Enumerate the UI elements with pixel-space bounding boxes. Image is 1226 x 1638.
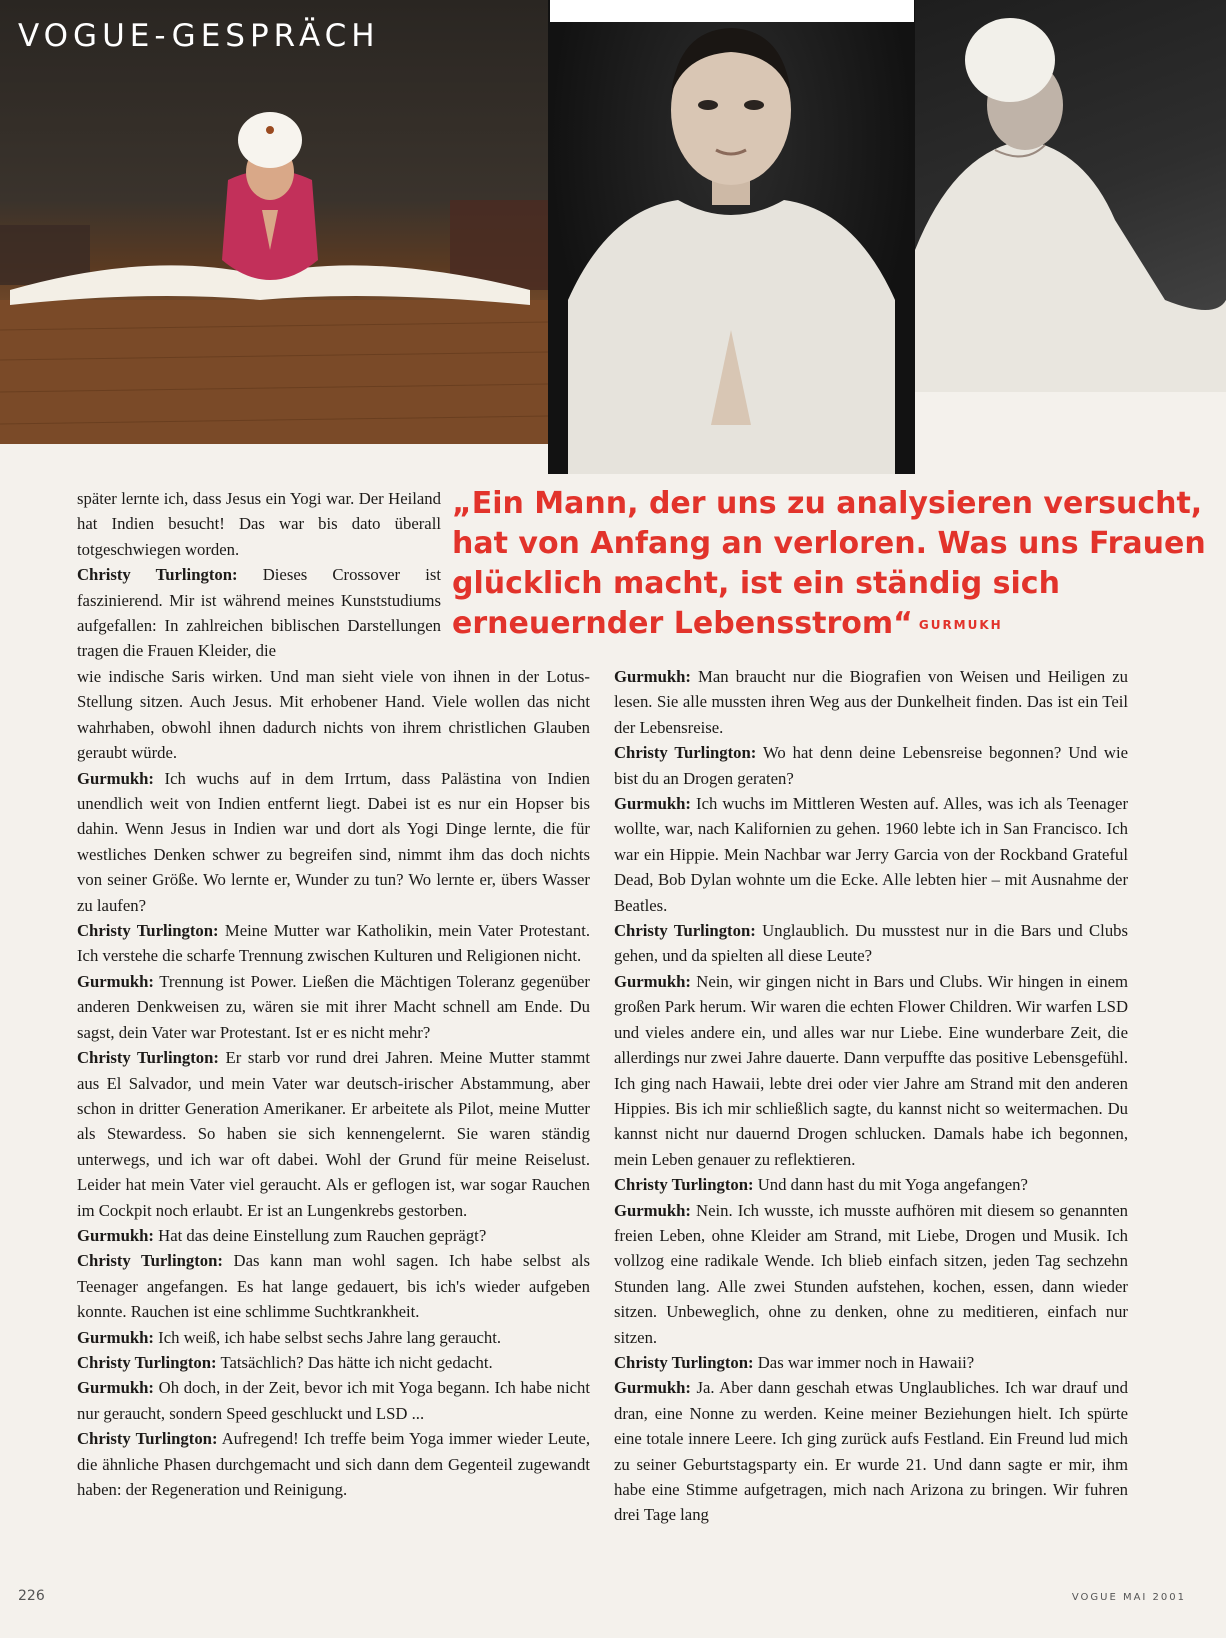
speaker-label: Christy Turlington: [77, 1251, 223, 1271]
paragraph-text: Und dann hast du mit Yoga angefangen? [757, 1175, 1028, 1195]
pull-quote [452, 484, 1222, 645]
paragraph [614, 1375, 1128, 1527]
paragraph-text: Das kann man wohl sagen. Ich habe selbst als Teenager angefangen. Es hat lange gedauert, bis ich's wieder aufgeben konnte. Rauchen ist eine schlimme Suchtkrankheit. [77, 1251, 590, 1322]
speaker-label: Gurmukh: [614, 794, 691, 814]
paragraph-text: Er starb vor rund drei Jahren. Meine Mutter stammt aus El Salvador, und mein Vater war deutsch-irischer Abstammung, aber schon in dritter Generation Amerikaner. Er arbeitete als Pilot, meine Mutter als Stewardess. So haben sie sich kennengelernt. Sie waren ständig unterwegs, und ich war oft dabei. Wohl der Grund für meine Reiselust. Leider hat mein Vater viel geraucht. Als er geflogen ist, war sogar Rauchen im Cockpit noch erlaubt. Er ist an Lungenkrebs gestorben. [77, 1048, 591, 1220]
paragraph [77, 969, 590, 1045]
speaker-label: Christy Turlington: [77, 1352, 217, 1372]
paragraph-text: Nein. Ich wusste, ich musste aufhören mit diesem so genannten freien Leben, ohne Kleider am Strand, mit Liebe, Drogen und Musik. Ich vollzog eine radikale Wende. Ich blieb einfach sitzen, jeden Tag sechzehn Stunden lang. Alle zwei Stunden aufstehen, kochen, essen, dann wieder sitzen. Unbeweglich, ohne zu denken, ohne zu meditieren, einfach nur sitzen. [614, 1200, 1129, 1347]
photo-right [915, 0, 1226, 392]
paragraph [77, 1223, 590, 1248]
photo-left [0, 0, 548, 444]
photo-margin-strip [550, 0, 914, 22]
paragraph [614, 1172, 1128, 1197]
photo-mid [548, 0, 915, 474]
paragraph-text: Meine Mutter war Katholikin, mein Vater Protestant. Ich verstehe die scharfe Trennung zwischen Kulturen und Religionen nicht. [77, 921, 591, 966]
photo-left-illustration [0, 0, 548, 444]
paragraph-text: wie indische Saris wirken. Und man sieht viele von ihnen in der Lotus-Stellung sitzen. Auch Jesus. Mit erhobener Hand. Viele wollen das nicht wahrhaben, obwohl ihnen dadurch nichts von ihrem christlichen Glauben geraubt würde. [77, 667, 590, 763]
speaker-label: Christy Turlington: [614, 1175, 754, 1195]
paragraph [614, 664, 1128, 740]
page-number: 226 [18, 1588, 45, 1604]
paragraph [77, 664, 590, 766]
section-kicker: VOGUE-GESPRÄCH [18, 18, 380, 54]
speaker-label: Christy Turlington: [77, 565, 238, 585]
paragraph-text: Ja. Aber dann geschah etwas Unglaubliches. Ich war drauf und dran, eine Nonne zu werden. Keine meiner Beziehungen hielt. Ich spürte eine totale innere Leere. Ich ging zurück aufs Festland. Ein Freund lud mich zu seiner Geburtstagsparty ein. Er wurde 21. Und dann sagte er mir, ihm habe eine Stimme aufgetragen, mich nach Arizona zu bringen. Wir fuhren drei Tage lang [614, 1378, 1128, 1525]
paragraph [614, 918, 1128, 969]
pull-quote-text: „Ein Mann, der uns zu analysieren versucht, hat von Anfang an verloren. Was uns Frauen glücklich macht, ist ein ständig sich erneuernder Lebensstrom“ [452, 486, 1206, 641]
speaker-label: Gurmukh: [614, 971, 691, 991]
paragraph-text: Ich weiß, ich habe selbst sechs Jahre lang geraucht. [158, 1327, 502, 1347]
paragraph [77, 766, 590, 918]
paragraph-text: Ich wuchs im Mittleren Westen auf. Alles, was ich als Teenager wollte, war, nach Kalifornien zu gehen. 1960 lebte ich in San Francisco. Ich war ein Hippie. Mein Nachbar war Jerry Garcia von der Rockband Grateful Dead, Bob Dylan wohnte um die Ecke. Alle lebten hier – mit Ausnahme der Beatles. [614, 794, 1129, 915]
paragraph [77, 1350, 590, 1375]
paragraph-text: Tatsächlich? Das hätte ich nicht gedacht. [220, 1352, 493, 1372]
paragraph-text: Trennung ist Power. Ließen die Mächtigen Toleranz gegenüber anderen Denkweisen zu, wären sie mit ihrer Macht schnell am Ende. Du sagst, dein Vater war Protestant. Ist er es nicht mehr? [77, 971, 590, 1042]
speaker-label: Gurmukh: [77, 768, 154, 788]
paragraph [614, 969, 1128, 1172]
pull-quote-attribution: GURMUKH [918, 617, 1003, 632]
speaker-label: Gurmukh: [614, 1200, 691, 1220]
paragraph [77, 918, 590, 969]
paragraph [77, 1375, 590, 1426]
speaker-label: Christy Turlington: [614, 1352, 754, 1372]
paragraph [77, 1325, 590, 1350]
paragraph [614, 1350, 1128, 1375]
speaker-label: Gurmukh: [614, 1378, 691, 1398]
paragraph-text: später lernte ich, dass Jesus ein Yogi war. Der Heiland hat Indien besucht! Das war bis dato überall totgeschwiegen worden. [77, 489, 441, 559]
paragraph-text: Hat das deine Einstellung zum Rauchen geprägt? [158, 1225, 487, 1245]
speaker-label: Christy Turlington: [77, 921, 219, 941]
paragraph [77, 562, 441, 664]
speaker-label: Christy Turlington: [77, 1429, 218, 1449]
article-column-left-top [77, 486, 441, 664]
paragraph [614, 1198, 1128, 1350]
paragraph [77, 1248, 590, 1324]
paragraph [77, 486, 441, 562]
photo-right-illustration [915, 0, 1226, 392]
paragraph-text: Aufregend! Ich treffe beim Yoga immer wieder Leute, die ähnliche Phasen durchgemacht und sich dann dem Gegenteil zugewandt haben: der Regeneration und Reinigung. [77, 1429, 590, 1499]
speaker-label: Christy Turlington: [614, 743, 757, 763]
speaker-label: Christy Turlington: [614, 921, 756, 941]
issue-label: VOGUE MAI 2001 [1071, 1592, 1186, 1603]
speaker-label: Gurmukh: [77, 1378, 154, 1398]
paragraph-text: Oh doch, in der Zeit, bevor ich mit Yoga begann. Ich habe nicht nur geraucht, sondern Speed geschluckt und LSD ... [77, 1378, 590, 1423]
paragraph-text: Ich wuchs auf in dem Irrtum, dass Palästina von Indien unendlich weit von Indien entfernt liegt. Dabei ist es nur ein Hopser bis dahin. Wenn Jesus in Indien war und dort als Yogi Dinge lernte, die für westliches Denken schwer zu begreifen sind, nimmt ihm das doch nichts von seiner Größe. Wo lernte er, Wunder zu tun? Wo lernte er, übers Wasser zu laufen? [77, 768, 590, 915]
speaker-label: Gurmukh: [77, 1327, 154, 1347]
speaker-label: Christy Turlington: [77, 1048, 219, 1068]
paragraph-text: Dieses Crossover ist faszinierend. Mir ist während meines Kunststudiums aufgefallen: In zahlreichen biblischen Darstellungen tragen die Frauen Kleider, die [77, 565, 441, 661]
article-column-right [614, 664, 1128, 1528]
paragraph [77, 1426, 590, 1502]
paragraph-text: Wo hat denn deine Lebensreise begonnen? Und wie bist du an Drogen geraten? [614, 743, 1129, 788]
paragraph-text: Unglaublich. Du musstest nur in die Bars und Clubs gehen, und da spielten all diese Leute? [614, 921, 1128, 966]
paragraph-text: Man braucht nur die Biografien von Weisen und Heiligen zu lesen. Sie alle mussten ihren Weg aus der Dunkelheit finden. Das ist ein Teil der Lebensreise. [614, 667, 1129, 737]
photo-mid-illustration [548, 0, 915, 474]
paragraph [614, 740, 1128, 791]
article-column-left [77, 664, 590, 1502]
paragraph [614, 791, 1128, 918]
speaker-label: Gurmukh: [77, 971, 154, 991]
paragraph-text: Nein, wir gingen nicht in Bars und Clubs. Wir hingen in einem großen Park herum. Wir waren die echten Flower Children. Wir warfen LSD und vieles andere ein, und alles war nur Liebe. Eine wunderbare Zeit, die allerdings nur zwei Jahre dauerte. Dann verpuffte das positive Lebensgefühl. Ich ging nach Hawaii, lebte drei oder vier Jahre am Strand mit den anderen Hippies. Bis ich mir schließlich sagte, du kannst nicht so weitermachen. Du kannst nicht nur dauernd Drogen schlucken. Damals habe ich begonnen, mein Leben genauer zu reflektieren. [614, 971, 1128, 1169]
speaker-label: Gurmukh: [614, 667, 691, 686]
speaker-label: Gurmukh: [77, 1225, 154, 1245]
paragraph [77, 1045, 590, 1223]
paragraph-text: Das war immer noch in Hawaii? [757, 1352, 975, 1372]
